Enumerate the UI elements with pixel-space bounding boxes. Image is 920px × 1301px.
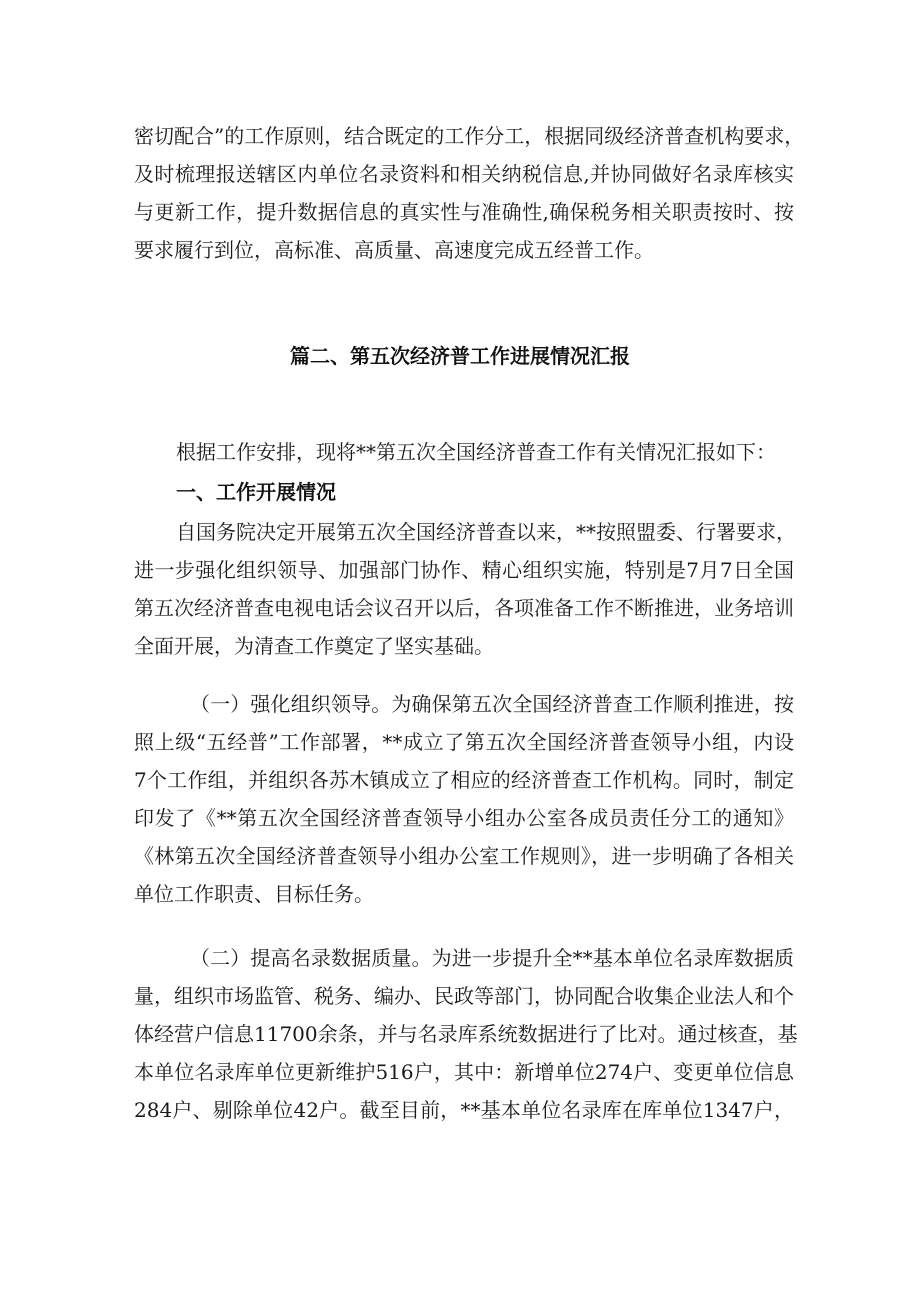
para-1-line-2: 进一步强化组织领导、加强部门协作、精心组织实施，特别是7月7日全国 (134, 558, 794, 582)
top-paragraph-line-4: 要求履行到位，高标准、高质量、高速度完成五经普工作。 (134, 238, 654, 262)
top-paragraph-line-1: 密切配合”的工作原则，结合既定的工作分工，根据同级经济普查机构要求， (134, 124, 805, 148)
para-1-line-1: 自国务院决定开展第五次全国经济普查以来，**按照盟委、行署要求， (176, 520, 796, 544)
para-1-line-4: 全面开展，为清查工作奠定了坚实基础。 (134, 634, 494, 658)
para-2-line-6: 单位工作职责、目标任务。 (134, 882, 374, 906)
para-3-line-1: （二）提高名录数据质量。为进一步提升全**基本单位名录库数据质 (190, 946, 794, 970)
para-2-line-2: 照上级“五经普”工作部署，**成立了第五次全国经济普查领导小组，内设 (134, 730, 794, 754)
para-2-line-1: （一）强化组织领导。为确保第五次全国经济普查工作顺利推进，按 (190, 692, 794, 716)
para-3-line-3: 体经营户信息11700余条，并与名录库系统数据进行了比对。通过核查，基 (134, 1022, 798, 1046)
para-3-line-4: 本单位名录库单位更新维护516户，其中：新增单位274户、变更单位信息 (134, 1060, 794, 1084)
section-title: 篇二、第五次经济普工作进展情况汇报 (290, 344, 630, 368)
heading-work-progress: 一、工作开展情况 (176, 480, 336, 504)
top-paragraph-line-2: 及时梳理报送辖区内单位名录资料和相关纳税信息,并协同做好名录库核实 (134, 162, 794, 186)
para-2-line-4: 印发了《**第五次全国经济普查领导小组办公室各成员责任分工的通知》 (134, 806, 794, 830)
intro-line: 根据工作安排，现将**第五次全国经济普查工作有关情况汇报如下： (176, 440, 776, 464)
top-paragraph-line-3: 与更新工作，提升数据信息的真实性与准确性,确保税务相关职责按时、按 (134, 200, 794, 224)
para-2-line-3: 7个工作组，并组织各苏木镇成立了相应的经济普查工作机构。同时，制定 (134, 768, 794, 792)
para-1-line-3: 第五次经济普查电视电话会议召开以后，各项准备工作不断推进，业务培训 (134, 596, 794, 620)
para-3-line-5: 284户、剔除单位42户。截至目前，**基本单位名录库在库单位1347户， (134, 1098, 794, 1122)
para-3-line-2: 量，组织市场监管、税务、编办、民政等部门，协同配合收集企业法人和个 (134, 984, 794, 1008)
para-2-line-5: 《林第五次全国经济普查领导小组办公室工作规则》，进一步明确了各相关 (134, 844, 794, 868)
